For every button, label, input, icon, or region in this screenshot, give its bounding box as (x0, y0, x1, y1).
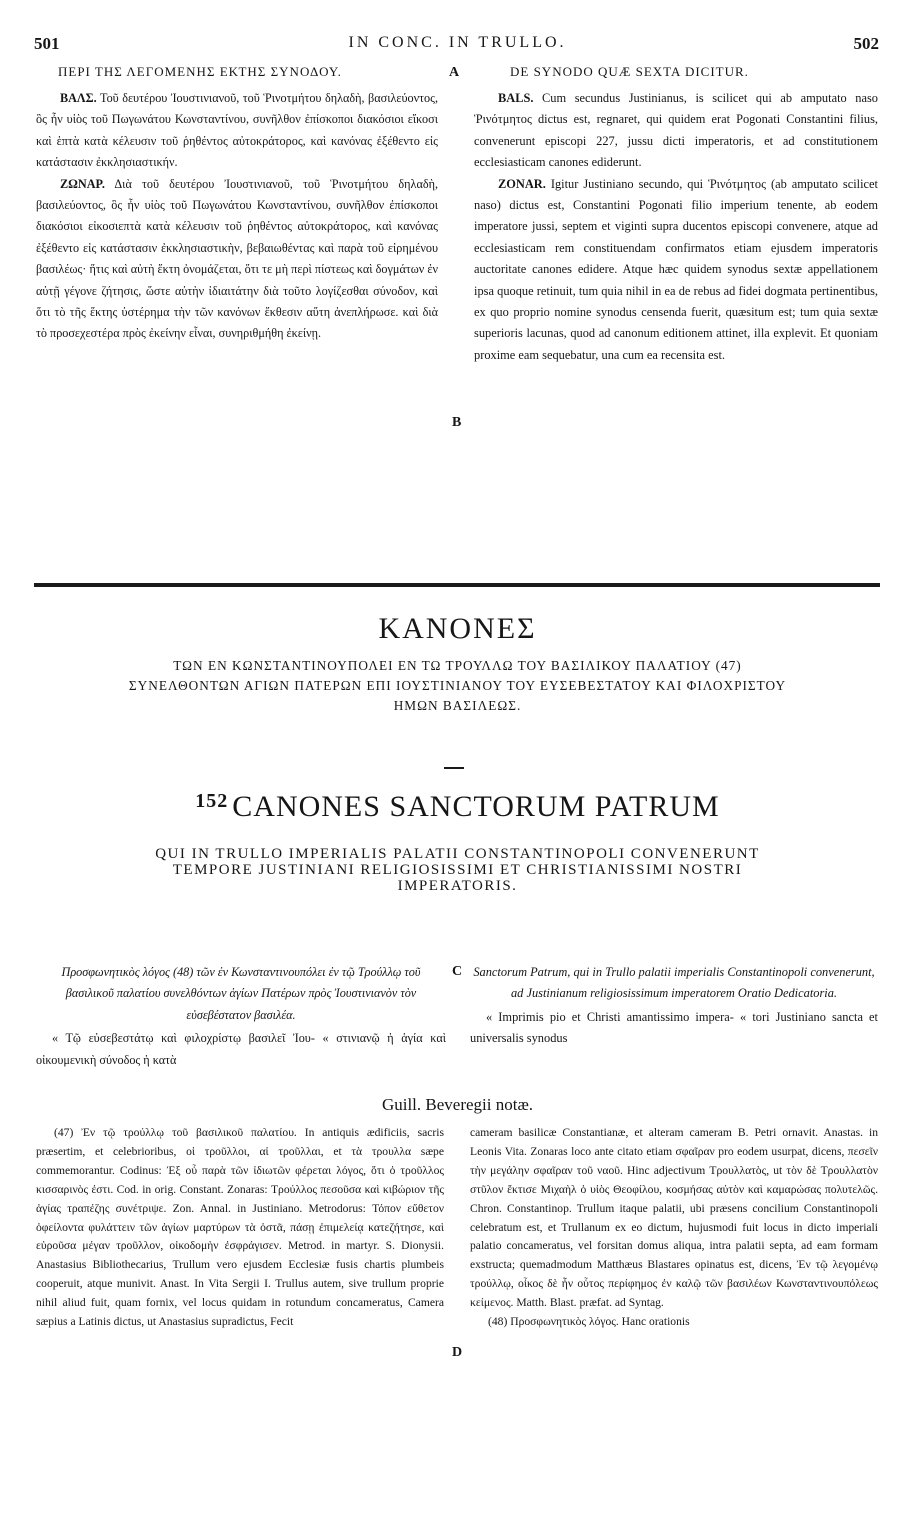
latin-commentary-column (474, 88, 878, 366)
greek-oratio-heading: Προσφωνητικὸς λόγος (48) τῶν ἐν Κωνσταντινουπόλει ἐν τῷ Τρούλλῳ τοῦ βασιλικοῦ παλατίου συνελθόντων ἁγίων Πατέρων πρὸς Ἰουστινιανὸν τὸν εὐσεβέστατον βασιλέα. (61, 965, 421, 1022)
note-47: (47) Ἐν τῷ τρούλλῳ τοῦ βασιλικοῦ παλατίου. In antiquis ædificiis, sacris præsertim, et celebrioribus, οἱ τροῦλλοι, αἱ τροῦλλαι, et τὰ τρουλλα sæpe commemorantur. Codinus: Ἐξ οὗ παρὰ τῶν ἰδιωτῶν φέρεται λόγος, ὅτι ὁ τροῦλλος κισσαρινὸς ἐστι. Cod. in orig. Constant. Zonaras: Τρούλλος πεσοῦσα καὶ κιβώριον τῆς ἁγίας τραπέζης συνέτριψε. Zon. Annal. in Justiniano. Metrodorus: Τόπον εὔθετον ὀφείλοντα φυλάττειν τῶν ἁγίων μαρτύρων τὰ ὀστᾶ, πάσῃ ἐπιμελείᾳ κατεζήτησε, καὶ εὑροῦσα μέγαν τροῦλλον, οἰκοδομὴν ἐσφράγισεν. Metrod. in martyr. S. Dionysii. Anastasius Bibliothecarius, Trullum vero ejusdem Ecclesiæ fusis chartis plumbeis cooperuit, atque munivit. Anast. In Vita Sergii I. Trullus autem, sive trullum proprie nihil aliud fuit, quam fornix, vel locus quidam in rotundum concameratus, Camera sæpius a Latinis dictus, ut Anastasius supradictus, Fecit (36, 1126, 444, 1329)
greek-paragraph-balsamon (36, 88, 438, 174)
latin-oratio-text: « Imprimis pio et Christi amantissimo impera- « tori Justiniano sancta et universalis synodus (470, 1009, 878, 1046)
siglum: ZONAR. (498, 176, 546, 191)
note-47-continued: cameram basilicæ Constantianæ, et alteram cameram B. Petri ornavit. Anastas. in Leonis Vita. Zonaras loco ante citato etiam σφαῖραν pro eodem usurpat, dicens, πεσεῖν τὴν μεγάλην σφαῖραν τοῦ ναοῦ. Hinc adjectivum Τρουλλατὸς, ut τὸν δὲ Τρουλλατὸν στῦλον ἔκτισε Μιχαὴλ ὁ υἱὸς Θεοφίλου, κοσμήσας αὐτὸν καὶ καμαρώσας πολυτελῶς. Chron. Constantinop. Trullum itaque palatii, ubi præsens concilium Constantinopoli celebratum est, et Trullanum ex eo dictum, hujusmodi fuit locus in dicto imperiali palatio concameratus, vel forsitan domus aliqua, intra palatii septa, ad eam formam exstructa; quemadmodum Matthæus Blastares opinatus est, dicens, Ἐν τῷ λεγομένῳ τρούλλῳ, οἶκος δὲ ἦν οὗτος περίφημος ἐν καλῷ τῶν βασιλέων Κωνσταντινουπόλεως κείμενος. Matth. Blast. præfat. ad Syntag. (470, 1126, 878, 1310)
subtitle-line: IMPERATORIS. (397, 878, 518, 894)
notes-right-column (470, 1124, 878, 1332)
column-number: 152 (195, 790, 229, 812)
page-number-left: 501 (34, 34, 60, 53)
latin-paragraph-balsamon (474, 88, 878, 174)
section-divider-rule (34, 583, 880, 587)
greek-paragraph-zonaras (36, 174, 438, 345)
paragraph-text: Igitur Justiniano secundo, qui Ῥινότμητος (ab amputato scilicet naso) dictus est, Constantini Pogonati filio imperium tenente, ab eodem imperatore jussi, septem et viginti supra ducentos episcopi convenere, atque ad ecclesiasticam rem constituendam confirmatos etiam ejusdem imperatoris auctoritate canones edidere. Atque hæc quidem synodus sextæ appellationem ipsa quoque retinuit, tum quia nihil in ea de rebus ad fidei dogmata pertinentibus, ex quo proprio nomine synodus censenda fuerit, quæsitum est; tum quia sextæ superioris lacunas, quod ad canonum editionem attinet, illa explevit. Et quoniam proxime eam sequebatur, una cum ea recensita est. (474, 176, 878, 362)
notes-left-column (36, 1124, 444, 1332)
paragraph-text: Διὰ τοῦ δευτέρου Ἰουστινιανοῦ, τοῦ Ῥινοτμήτου δηλαδὴ, βασιλεύοντος, ὃς ἦν υἱὸς τοῦ Πωγωνάτου Κωνσταντίνου, συνῆλθον ἐπίσκοποι διακόσιοι εἰκοσιεπτὰ κατὰ κέλευσιν τοῦ ῥηθέντος αὐτοκράτορος, καὶ κανόνας ἐξέθεντο εἰς κατάστασιν ἐκκλησιαστικὴν, βεβαιωθέντας καὶ παρὰ τοῦ εἰρημένου βασιλέως· ἥτις καὶ αὐτὴ ἕκτη ὀνομάζεται, ὅτι τε μὴ περὶ πίστεως καὶ δογμάτων ἐν αὐτῇ γέγονε ζήτησις, ὥστε αὐτὴν ἰδιαιτάτην διὰ τοῦτο λογίζεσθαι σύνοδον, καὶ ὅτι τὸ τῆς ἕκτης ὑστέρημα τὴν τῶν κανόνων ἔκθεσιν αὕτη ἀνεπλήρωσε. καὶ διὰ τὸ προσεχεστέρα πρὸς ἐκείνην εἶναι, συνηριθμήθη ἐκείνῃ. (36, 176, 438, 341)
latin-column-heading: DE SYNODO QUÆ SEXTA DICITUR. (510, 64, 749, 79)
greek-column-heading: ΠΕΡΙ ΤΗΣ ΛΕΓΟΜΕΝΗΣ ΕΚΤΗΣ ΣΥΝΟΔΟΥ. (58, 64, 342, 79)
margin-marker-a: A (449, 65, 460, 80)
siglum: ΖΩΝΑΡ. (60, 176, 105, 191)
notes-heading: Guill. Beveregii notæ. (381, 1095, 534, 1114)
siglum: BALS. (498, 91, 534, 105)
page-number-right: 502 (853, 34, 879, 53)
subtitle-line: ΤΩΝ ΕΝ ΚΩΝΣΤΑΝΤΙΝΟΥΠΟΛΕΙ ΕΝ ΤΩ ΤΡΟΥΛΛΩ ΤΟΥ ΒΑΣΙΛΙΚΟΥ ΠΑΛΑΤΙΟΥ (47) (173, 658, 742, 673)
margin-marker-b: B (452, 415, 462, 430)
greek-oratio-column (36, 962, 446, 1071)
greek-canons-title: ΚΑΝΟΝΕΣ (378, 612, 537, 645)
greek-oratio-text: « Τῷ εὐσεβεστάτῳ καὶ φιλοχρίστῳ βασιλεῖ Ἰου- « στινιανῷ ἡ ἁγία καὶ οἰκουμενικὴ σύνοδος ἡ κατὰ (36, 1031, 446, 1067)
latin-oratio-heading: Sanctorum Patrum, qui in Trullo palatii imperialis Constantinopoli convenerunt, ad Justinianum religiosissimum imperatorem Oratio Dedicatoria. (473, 965, 875, 1001)
subtitle-line: ΗΜΩΝ ΒΑΣΙΛΕΩΣ. (393, 698, 522, 713)
greek-commentary-column (36, 88, 438, 345)
greek-canons-subtitle (30, 656, 885, 716)
short-divider-rule (444, 767, 464, 769)
note-48: (48) Προσφωνητικὸς λόγος. Hanc orationis (488, 1315, 690, 1329)
latin-title-text: CANONES SANCTORUM PATRUM (232, 790, 720, 823)
running-title: IN CONC. IN TRULLO. (348, 34, 567, 51)
latin-canons-subtitle (30, 846, 885, 894)
paragraph-text: Cum secundus Justinianus, is scilicet qui ab amputato naso Ῥινότμητος dictus est, regnaret, qui quidem erat Pogonati Constantini filius, convenerunt episcopi 227, jussu dicti imperatoris, et ad constitutionem ecclesiasticam canones ediderunt. (474, 91, 878, 170)
latin-oratio-column (470, 962, 878, 1050)
paragraph-text: Τοῦ δευτέρου Ἰουστινιανοῦ, τοῦ Ῥινοτμήτου δηλαδὴ, βασιλεύοντος, ὃς ἦν υἱὸς τοῦ Πωγωνάτου Κωνσταντίνου, συνῆλθον ἐπίσκοποι διακόσιοι εἴκοσι καὶ ἑπτὰ κατὰ κέλευσιν τοῦ ῥηθέντος αὐτοκράτορος, καὶ κανόνας ἐξέθεντο εἰς κατάστασιν ἐκκλησιαστικήν. (36, 91, 439, 170)
siglum: ΒΑΛΣ. (60, 91, 97, 105)
margin-marker-c: C (452, 964, 463, 979)
margin-marker-d: D (452, 1345, 463, 1360)
subtitle-line: QUI IN TRULLO IMPERIALIS PALATII CONSTANTINOPOLI CONVENERUNT (155, 846, 760, 862)
latin-paragraph-zonaras (474, 174, 878, 367)
subtitle-line: ΣΥΝΕΛΘΟΝΤΩΝ ΑΓΙΩΝ ΠΑΤΕΡΩΝ ΕΠΙ ΙΟΥΣΤΙΝΙΑΝΟΥ ΤΟΥ ΕΥΣΕΒΕΣΤΑΤΟΥ ΚΑΙ ΦΙΛΟΧΡΙΣΤΟΥ (128, 678, 787, 693)
latin-canons-title (0, 790, 915, 824)
subtitle-line: TEMPORE JUSTINIANI RELIGIOSISSIMI ET CHRISTIANISSIMI NOSTRI (172, 862, 743, 878)
